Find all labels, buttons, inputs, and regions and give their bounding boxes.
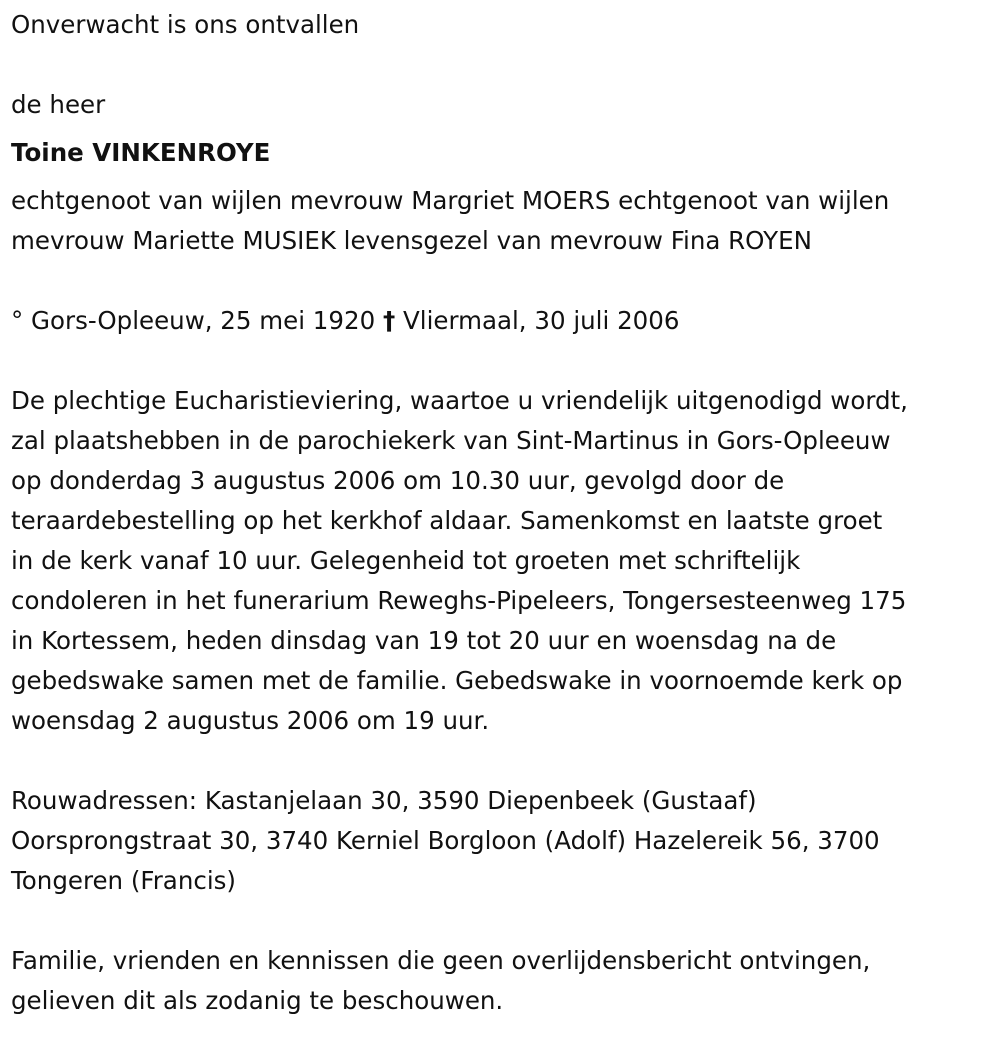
closing-line-1: Familie, vrienden en kennissen die geen overlijdensbericht ontvingen, xyxy=(11,946,871,975)
honorific-text: de heer xyxy=(11,90,106,119)
death-info: Vliermaal, 30 juli 2006 xyxy=(403,306,680,335)
addresses-line-3: Tongeren (Francis) xyxy=(11,866,236,895)
addresses-line-2: Oorsprongstraat 30, 3740 Kerniel Borgloon (Adolf) Hazelereik 56, 3700 xyxy=(11,826,880,855)
deceased-name: Toine VINKENROYE xyxy=(11,138,271,167)
relations-line-2: mevrouw Mariette MUSIEK levensgezel van mevrouw Fina ROYEN xyxy=(11,226,812,255)
ceremony-line-5: in de kerk vanaf 10 uur. Gelegenheid tot groeten met schriftelijk xyxy=(11,546,801,575)
ceremony-line-8: gebedswake samen met de familie. Gebedswake in voornoemde kerk op xyxy=(11,666,903,695)
ceremony-line-2: zal plaatshebben in de parochiekerk van Sint-Martinus in Gors-Opleeuw xyxy=(11,426,891,455)
relations-line-1: echtgenoot van wijlen mevrouw Margriet MOERS echtgenoot van wijlen xyxy=(11,186,890,215)
ceremony-line-9: woensdag 2 augustus 2006 om 19 uur. xyxy=(11,706,490,735)
birth-info: ° Gors-Opleeuw, 25 mei 1920 xyxy=(11,306,376,335)
ceremony-line-1: De plechtige Eucharistieviering, waartoe u vriendelijk uitgenodigd wordt, xyxy=(11,386,908,415)
ceremony-line-4: teraardebestelling op het kerkhof aldaar. Samenkomst en laatste groet xyxy=(11,506,883,535)
ceremony-line-6: condoleren in het funerarium Reweghs-Pipeleers, Tongersesteenweg 175 xyxy=(11,586,907,615)
addresses-line-1: Rouwadressen: Kastanjelaan 30, 3590 Diepenbeek (Gustaaf) xyxy=(11,786,757,815)
intro-text: Onverwacht is ons ontvallen xyxy=(11,10,360,39)
dates-line xyxy=(11,301,679,341)
ceremony-line-3: op donderdag 3 augustus 2006 om 10.30 uur, gevolgd door de xyxy=(11,466,785,495)
cross-icon: † xyxy=(382,306,396,335)
closing-line-2: gelieven dit als zodanig te beschouwen. xyxy=(11,986,504,1015)
ceremony-line-7: in Kortessem, heden dinsdag van 19 tot 20 uur en woensdag na de xyxy=(11,626,837,655)
